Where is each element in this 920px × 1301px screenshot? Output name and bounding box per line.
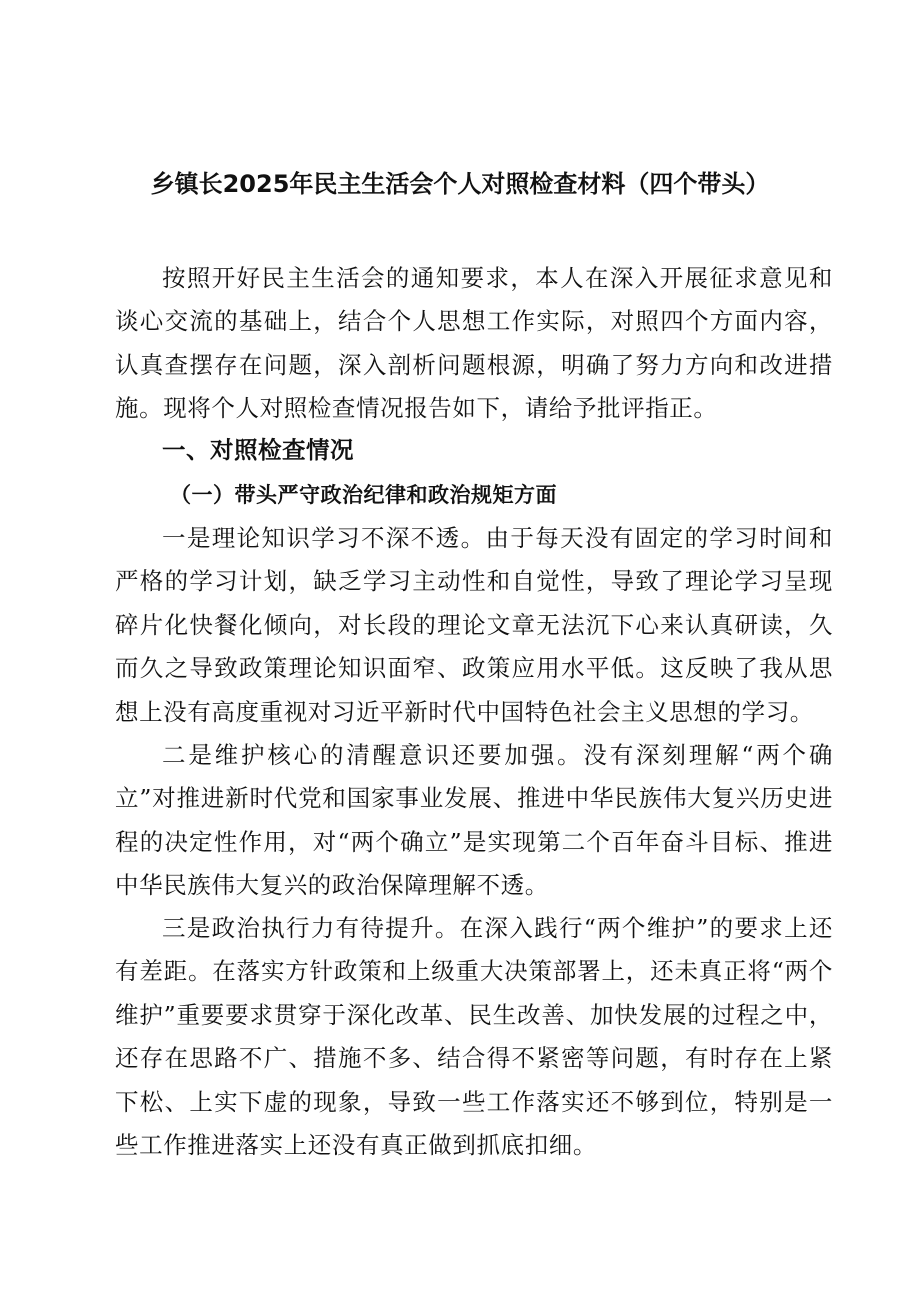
subsection-heading: （一）带头严守政治纪律和政治规矩方面 — [170, 482, 557, 507]
body-paragraph-1: 一是理论知识学习不深不透。由于每天没有固定的学习时间和严格的学习计划，缺乏学习主动性和自觉性，导致了理论学习呈现碎片化快餐化倾向，对长段的理论文章无法沉下心来认真研读，久而久之导致政策理论知识面窄、政策应用水平低。这反映了我从思想上没有高度重视对习近平新时代中国特色社会主义思想的学习。 — [115, 524, 833, 726]
section-heading: 一、对照检查情况 — [162, 436, 354, 464]
document-title: 乡镇长2025年民主生活会个人对照检查材料（四个带头） — [150, 170, 770, 198]
body-paragraph-2: 二是维护核心的清醒意识还要加强。没有深刻理解“两个确立”对推进新时代党和国家事业发展、推进中华民族伟大复兴历史进程的决定性作用，对“两个确立”是实现第二个百年奋斗目标、推进中华民族伟大复兴的政治保障理解不透。 — [115, 741, 833, 900]
intro-paragraph: 按照开好民主生活会的通知要求，本人在深入开展征求意见和谈心交流的基础上，结合个人思想工作实际，对照四个方面内容，认真查摆存在问题，深入剖析问题根源，明确了努力方向和改进措施。现将个人对照检查情况报告如下，请给予批评指正。 — [115, 264, 833, 423]
body-paragraph-3: 三是政治执行力有待提升。在深入践行“两个维护”的要求上还有差距。在落实方针政策和上级重大决策部署上，还未真正将“两个维护”重要要求贯穿于深化改革、民生改善、加快发展的过程之中，还存在思路不广、措施不多、结合得不紧密等问题，有时存在上紧下松、上实下虚的现象，导致一些工作落实还不够到位，特别是一些工作推进落实上还没有真正做到抓底扣细。 — [115, 914, 833, 1160]
